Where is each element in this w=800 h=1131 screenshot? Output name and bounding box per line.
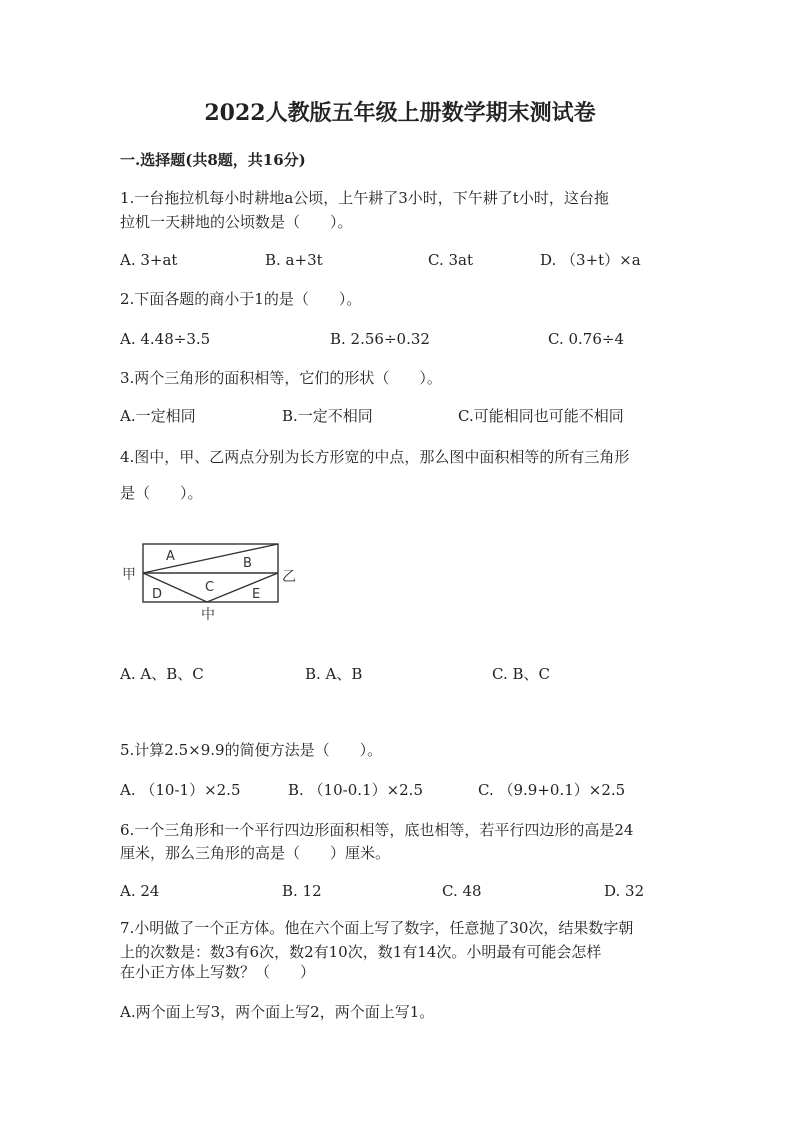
rectangle-triangles-figure [110, 530, 310, 630]
question-3-option-a: A.一定相同 [120, 407, 196, 425]
question-3-option-b: B.一定不相同 [282, 407, 373, 425]
question-4-option-b: B. A、B [305, 665, 363, 683]
question-6-option-c: C. 48 [442, 882, 482, 900]
question-5-option-c: C. （9.9+0.1）×2.5 [478, 781, 626, 799]
question-7-option-a: A.两个面上写3，两个面上写2，两个面上写1。 [120, 1003, 435, 1021]
figure-label-e: E [252, 587, 261, 602]
question-1-option-b: B. a+3t [265, 251, 323, 269]
question-7-line-1: 7.小明做了一个正方体。他在六个面上写了数字，任意抛了30次，结果数字朝 [120, 919, 634, 937]
figure-label-c: C [205, 580, 215, 595]
question-7-line-2: 上的次数是：数3有6次，数2有10次，数1有14次。小明最有可能会怎样 [120, 943, 602, 961]
question-4-option-c: C. B、C [492, 665, 550, 683]
figure-diagonal-line [143, 544, 278, 573]
question-6-line-1: 6.一个三角形和一个平行四边形面积相等，底也相等，若平行四边形的高是24 [120, 821, 634, 839]
question-3-line-1: 3.两个三角形的面积相等，它们的形状（ ）。 [120, 369, 442, 387]
question-7-line-3: 在小正方体上写数？（ ） [120, 963, 316, 981]
question-2-option-a: A. 4.48÷3.5 [120, 330, 211, 348]
question-1-line-1: 1.一台拖拉机每小时耕地a公顷，上午耕了3小时，下午耕了t小时，这台拖 [120, 189, 609, 207]
question-6-line-2: 厘米，那么三角形的高是（ ）厘米。 [120, 844, 391, 862]
figure-label-zhong: 中 [201, 607, 215, 623]
question-1-option-c: C. 3at [428, 251, 473, 269]
question-5-option-b: B. （10-0.1）×2.5 [288, 781, 423, 799]
question-5-option-a: A. （10-1）×2.5 [120, 781, 241, 799]
question-4-line-1: 4.图中，甲、乙两点分别为长方形宽的中点，那么图中面积相等的所有三角形 [120, 448, 630, 466]
figure-right-slant [207, 573, 278, 602]
section-heading: 一.选择题(共8题，共16分) [120, 151, 306, 169]
figure-label-d: D [152, 587, 163, 602]
question-1-option-d: D. （3+t）×a [540, 251, 641, 269]
question-6-option-d: D. 32 [604, 882, 645, 900]
question-6-option-b: B. 12 [282, 882, 322, 900]
figure-label-jia: 甲 [122, 567, 136, 583]
figure-label-b: B [243, 556, 252, 571]
figure-label-a: A [166, 549, 175, 564]
question-6-option-a: A. 24 [120, 882, 160, 900]
page-title: 2022人教版五年级上册数学期末测试卷 [204, 100, 596, 126]
question-4-option-a: A. A、B、C [120, 665, 204, 683]
question-1-option-a: A. 3+at [120, 251, 178, 269]
question-2-line-1: 2.下面各题的商小于1的是（ ）。 [120, 290, 362, 308]
question-4-line-2: 是（ ）。 [120, 484, 203, 502]
question-2-option-c: C. 0.76÷4 [548, 330, 624, 348]
figure-label-yi: 乙 [282, 569, 296, 585]
question-5-line-1: 5.计算2.5×9.9的简便方法是（ ）。 [120, 741, 383, 759]
question-2-option-b: B. 2.56÷0.32 [330, 330, 430, 348]
question-3-option-c: C.可能相同也可能不相同 [458, 407, 624, 425]
question-1-line-2: 拉机一天耕地的公顷数是（ ）。 [120, 213, 353, 231]
